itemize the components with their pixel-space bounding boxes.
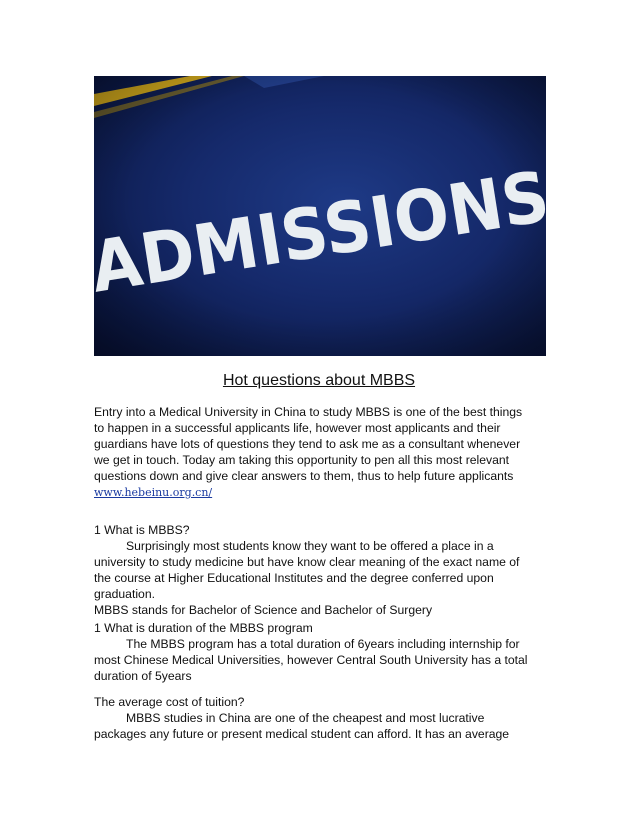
website-link[interactable]: www.hebeinu.org.cn/ [94, 486, 213, 499]
question-2-section [94, 620, 554, 684]
admissions-banner-image [85, 76, 593, 356]
document-title: Hot questions about MBBS [222, 372, 416, 389]
intro-line: questions down and give clear answers to them, thus to help future applicants [94, 469, 514, 483]
answer-line: the course at Higher Educational Institutes and the degree conferred upon [94, 571, 494, 585]
banner-word: ADMISSIONS [85, 149, 593, 309]
answer-line: MBBS stands for Bachelor of Science and Bachelor of Surgery [94, 603, 433, 617]
answer-line: university to study medicine but have know clear meaning of the exact name of [94, 555, 520, 569]
intro-paragraph [94, 404, 554, 501]
intro-line: Entry into a Medical University in China to study MBBS is one of the best things [94, 405, 523, 419]
question-heading: The average cost of tuition? [94, 695, 245, 709]
answer-line: The MBBS program has a total duration of 6years including internship for [126, 637, 520, 651]
question-3-section [94, 694, 554, 742]
question-heading: 1 What is MBBS? [94, 523, 190, 537]
question-1-section [94, 522, 554, 618]
answer-line: Surprisingly most students know they want to be offered a place in a [126, 539, 494, 553]
answer-line: packages any future or present medical student can afford. It has an average [94, 727, 510, 741]
intro-line: guardians have lots of questions they tend to ask me as a consultant whenever [94, 437, 521, 451]
intro-line: we get in touch. Today am taking this opportunity to pen all this most relevant [94, 453, 510, 467]
answer-line: graduation. [94, 587, 155, 601]
intro-line: to happen in a successful applicants life, however most applicants and their [94, 421, 501, 435]
answer-line: duration of 5years [94, 669, 192, 683]
answer-line: MBBS studies in China are one of the cheapest and most lucrative [126, 711, 485, 725]
question-heading: 1 What is duration of the MBBS program [94, 621, 313, 635]
answer-line: most Chinese Medical Universities, however Central South University has a total [94, 653, 528, 667]
banner-graphic [85, 76, 593, 356]
